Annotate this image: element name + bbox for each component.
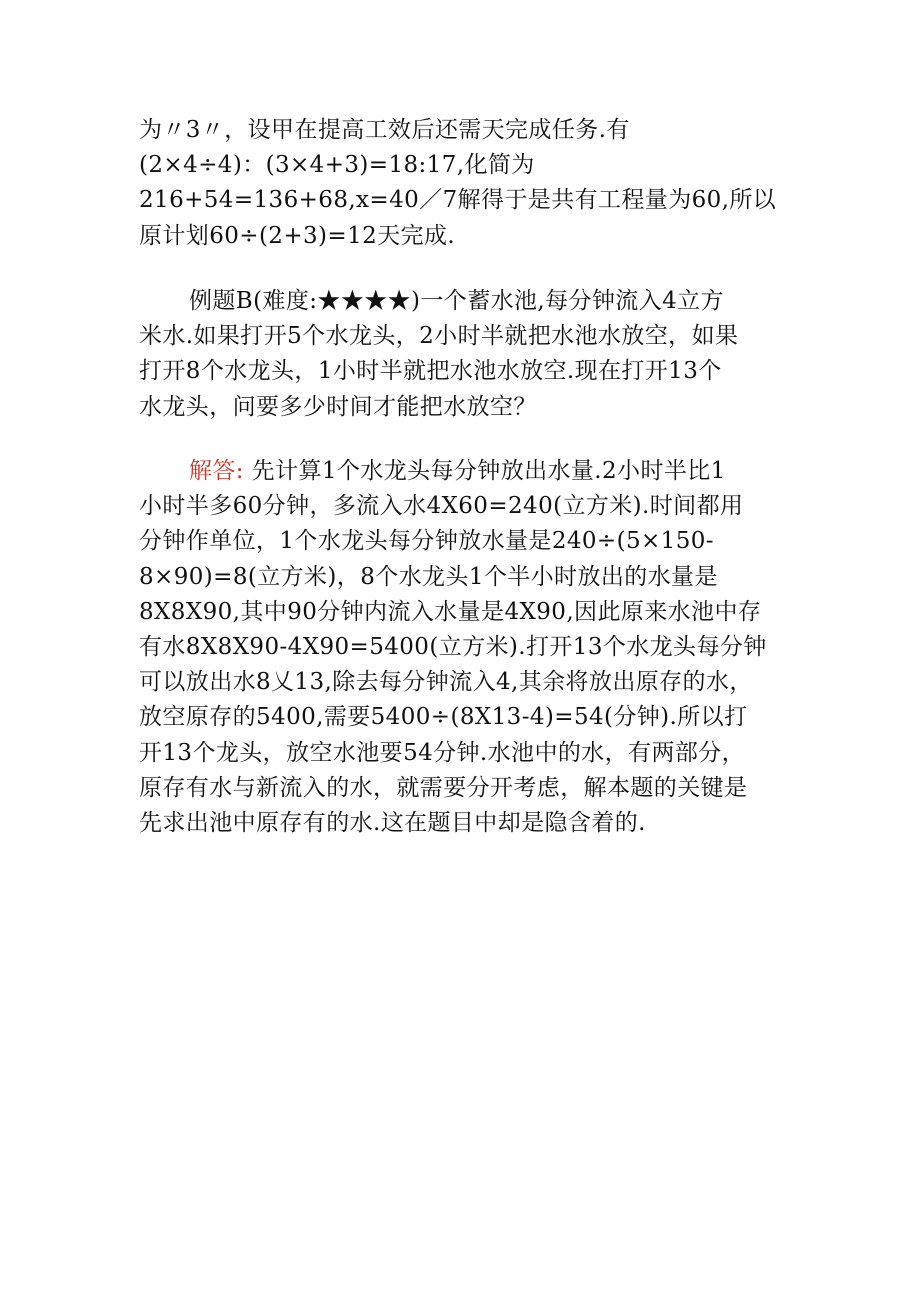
text-line: 216+54=136+68,x=40／7解得于是共有工程量为60,所以 — [139, 187, 777, 214]
text-line: 放空原存的5400,需要5400÷(8X13-4)=54(分钟).所以打 — [139, 704, 748, 731]
text-line: 有水8X8X90-4X90=5400(立方米).打开13个水龙头每分钟 — [139, 634, 767, 661]
solution-paragraph — [139, 454, 799, 841]
text-line: 可以放出水8乂13,除去每分钟流入4,其余将放出原存的水， — [139, 669, 753, 696]
text-line: (2×4÷4)：(3×4+3)=18:17,化简为 — [139, 152, 535, 179]
text-line-rest: 先计算1个水龙头每分钟放出水量.2小时半比1 — [251, 458, 726, 484]
text-line: 为〃3〃，设甲在提高工效后还需天完成任务.有 — [139, 117, 630, 143]
text-line: 先求出池中原存有的水.这在题目中却是隐含着的. — [139, 810, 646, 837]
text-line: 例题B(难度:★★★★)一个蓄水池,每分钟流入4立方 — [189, 288, 724, 314]
answer-label: 解答: — [189, 458, 244, 484]
text-line: 8X8X90,其中90分钟内流入水量是4X90,因此原来水池中存 — [139, 598, 762, 625]
text-line: 小时半多60分钟，多流入水4X60=240(立方米).时间都用 — [139, 493, 744, 520]
text-line: 水龙头，问要多少时间才能把水放空？ — [139, 393, 537, 420]
text-line: 8×90)=8(立方米)，8个水龙头1个半小时放出的水量是 — [139, 563, 718, 590]
previous-solution-continuation — [139, 113, 799, 254]
text-line — [139, 454, 799, 489]
text-line: 原存有水与新流入的水，就需要分开考虑，解本题的关键是 — [139, 774, 748, 801]
text-line: 米水.如果打开5个水龙头，2小时半就把水池水放空，如果 — [139, 323, 739, 350]
text-line: 原计划60÷(2+3)=12天完成. — [139, 222, 456, 249]
text-line: 开13个龙头，放空水池要54分钟.水池中的水，有两部分， — [139, 739, 746, 766]
text-line: 分钟作单位，1个水龙头每分钟放水量是240÷(5×150- — [139, 528, 714, 555]
text-line: 打开8个水龙头，1小时半就把水池水放空.现在打开13个 — [139, 358, 722, 385]
example-problem-paragraph — [139, 284, 799, 425]
